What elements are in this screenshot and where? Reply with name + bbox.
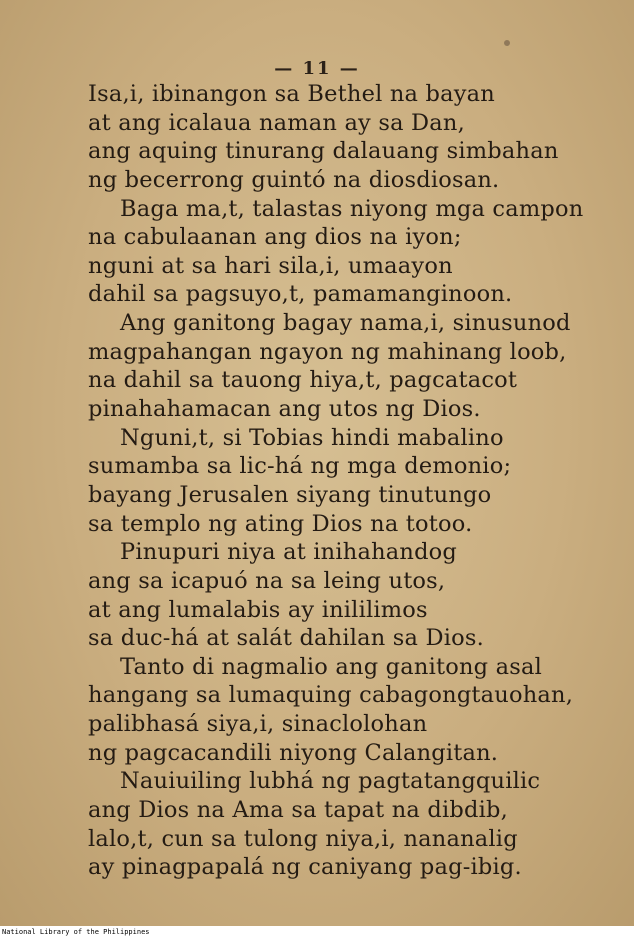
poem-line: na dahil sa tauong hiya,t, pagcatacot [88,367,518,394]
poem-line: sumamba sa lic-há ng mga demonio; [88,453,512,480]
library-footer: National Library of the Philippines [0,926,634,938]
poem-line: hangang sa lumaquing cabagongtauohan, [88,682,574,709]
poem-line: lalo,t, cun sa tulong niya,i, nananalig [88,825,518,852]
poem-text [88,80,608,882]
poem-line: ang aquing tinurang dalauang simbahan [88,138,559,165]
page-number: — 11 — [274,58,360,79]
poem-line: ng pagcacandili niyong Calangitan. [88,739,499,766]
poem-line: Tanto di nagmalio ang ganitong asal [120,653,542,680]
poem-line: sa templo ng ating Dios na totoo. [88,510,473,537]
poem-line: magpahangan ngayon ng mahinang loob, [88,338,567,365]
poem-line: dahil sa pagsuyo,t, pamamanginoon. [88,281,513,308]
poem-line: Nguni,t, si Tobias hindi mabalino [120,424,504,451]
poem-line: na cabulaanan ang dios na iyon; [88,224,462,251]
poem-line: ng becerrong guintó na diosdiosan. [88,166,500,193]
poem-line: ang sa icapuó na sa leing utos, [88,567,446,594]
poem-line: pinahahamacan ang utos ng Dios. [88,396,481,423]
poem-line: bayang Jerusalen siyang tinutungo [88,481,492,508]
ink-spot [504,40,510,46]
poem-line: ang Dios na Ama sa tapat na dibdib, [88,797,508,824]
poem-line: Ang ganitong bagay nama,i, sinusunod [120,310,571,337]
poem-line: at ang icalaua naman ay sa Dan, [88,109,465,136]
poem-line: Pinupuri niya at inihahandog [120,539,458,566]
poem-line: sa duc-há at salát dahilan sa Dios. [88,625,484,652]
poem-line: nguni at sa hari sila,i, umaayon [88,252,453,279]
poem-line: palibhasá siya,i, sinaclolohan [88,711,428,738]
poem-line: Baga ma,t, talastas niyong mga campon [120,195,584,222]
poem-line: Isa,i, ibinangon sa Bethel na bayan [88,81,495,107]
poem-line: Nauiuiling lubhá ng pagtatangquilic [120,768,541,795]
poem-line: ay pinagpapalá ng caniyang pag-ibig. [88,854,522,881]
poem-line: at ang lumalabis ay inililimos [88,596,428,623]
